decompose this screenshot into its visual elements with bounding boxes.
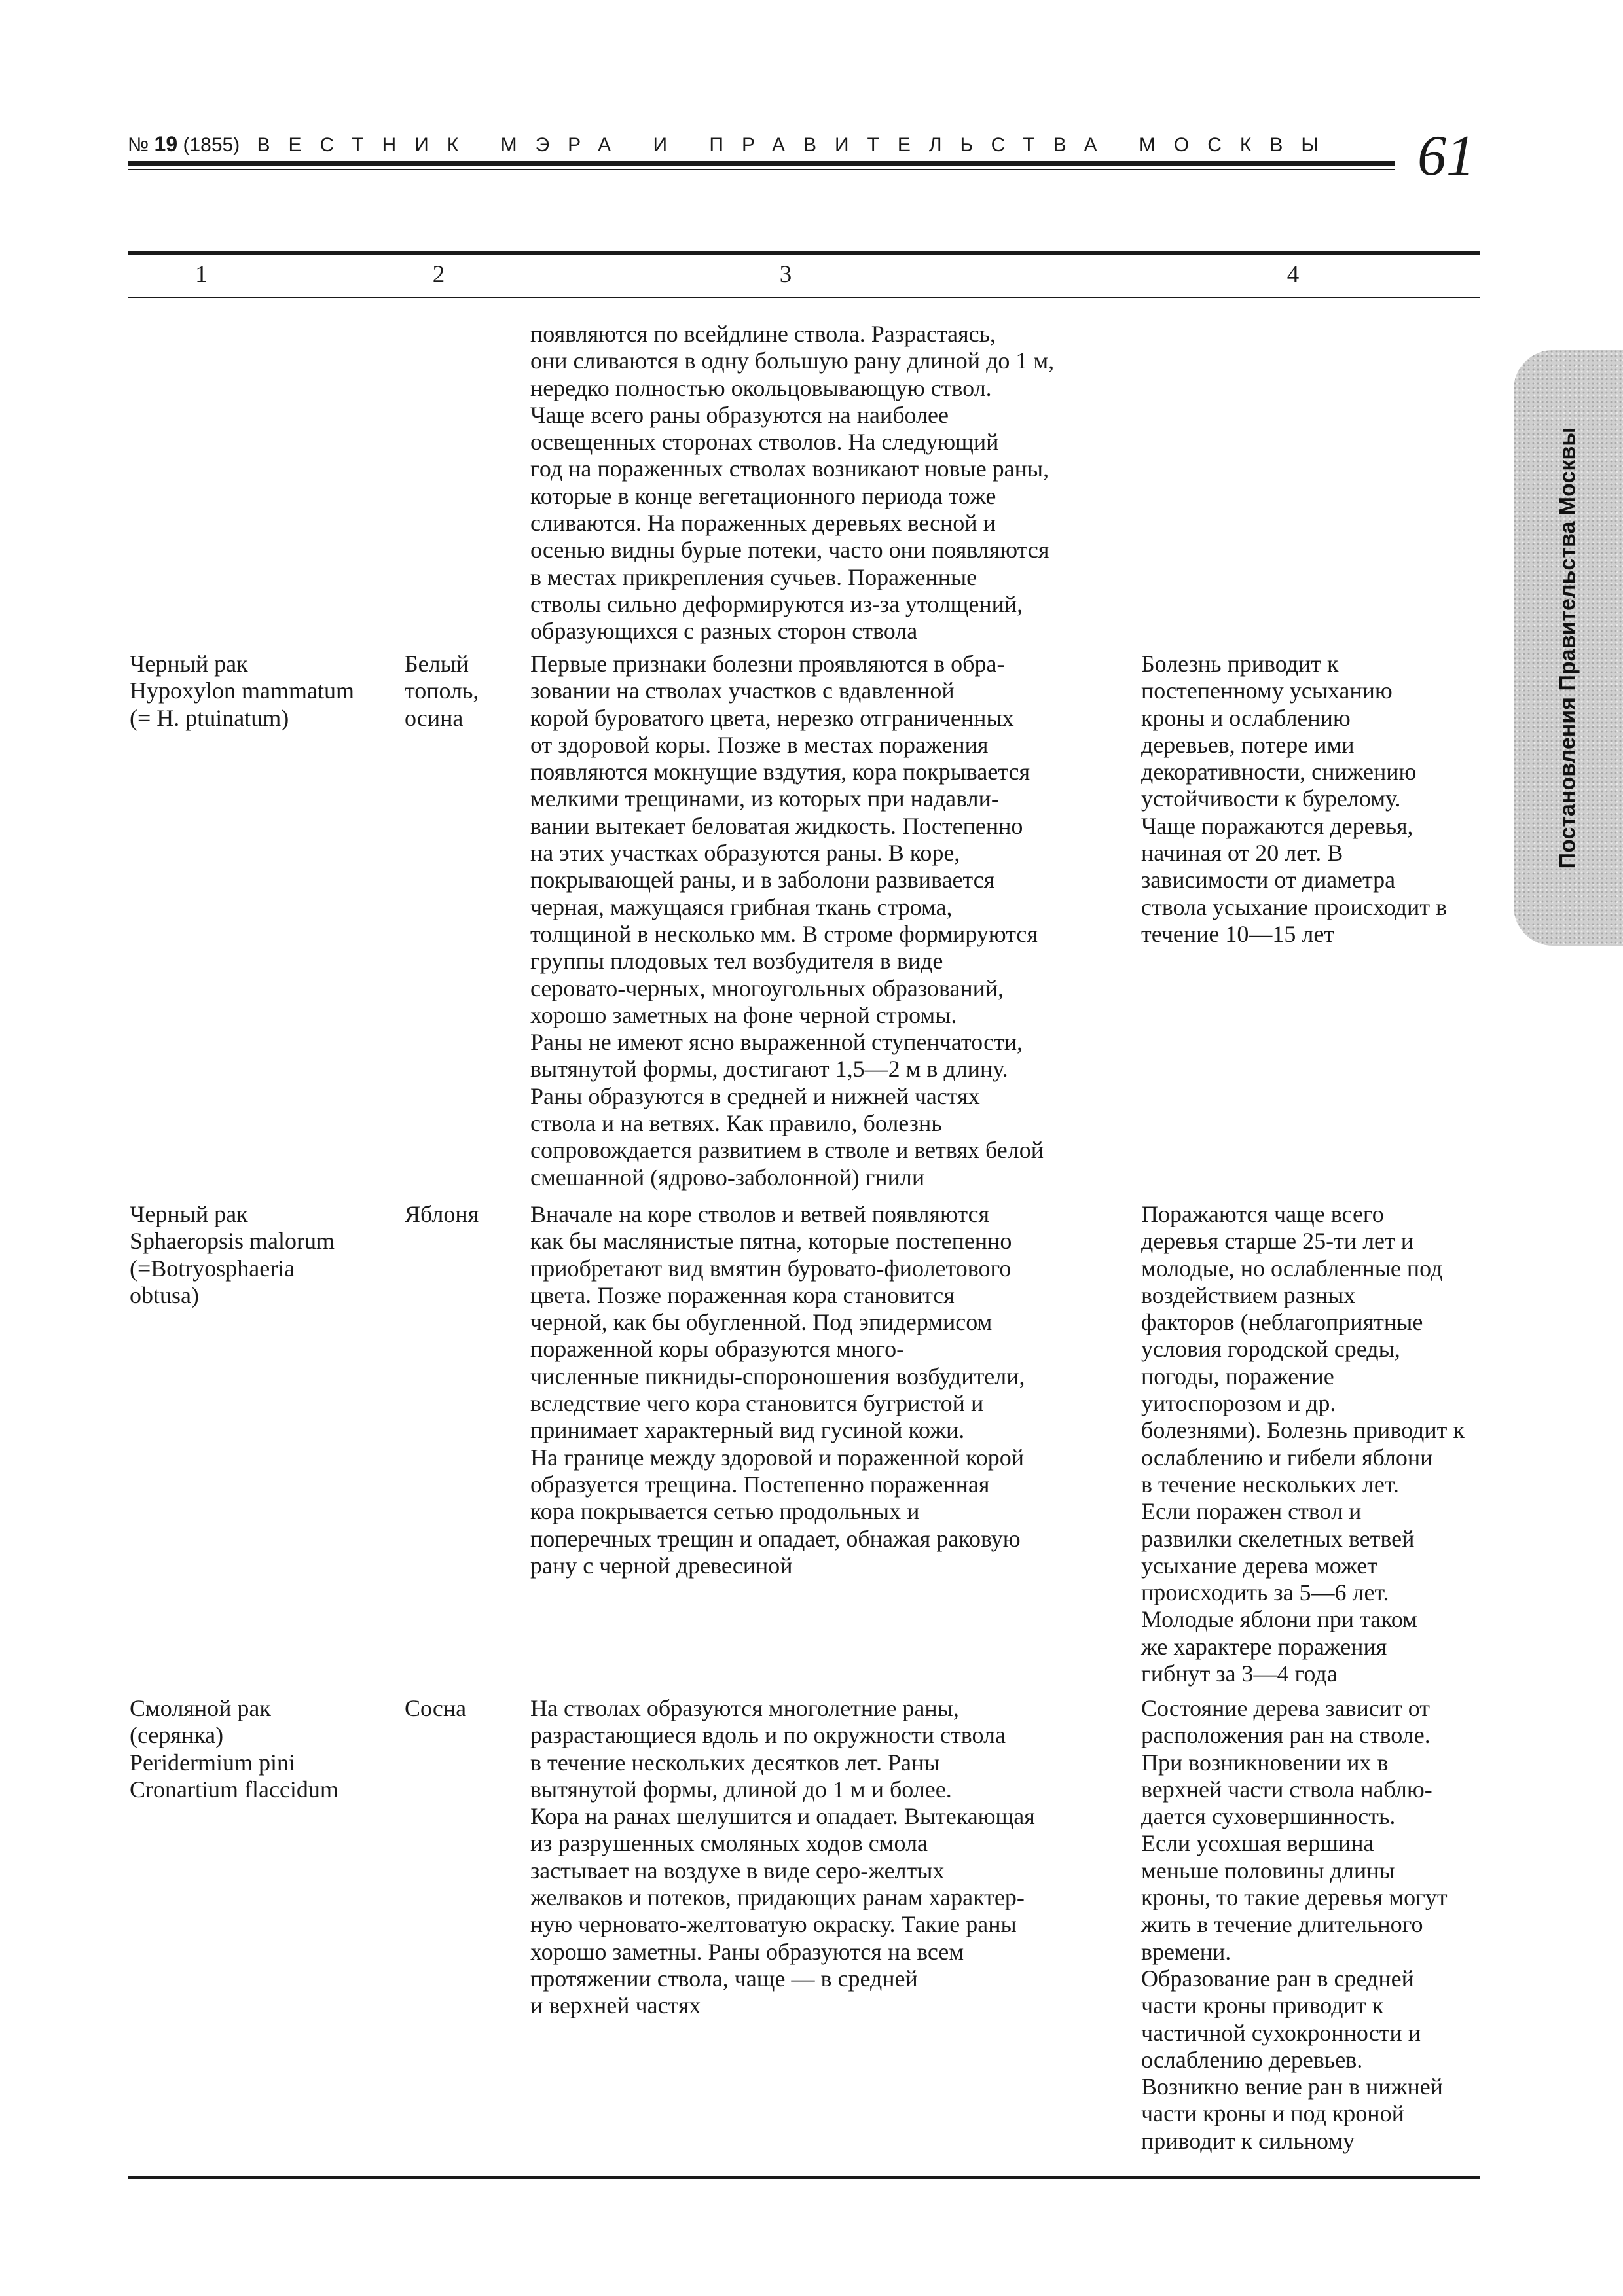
table-bottom-rule	[128, 2176, 1480, 2179]
table-row-1-disease: Черный рак Hypoxylon mammatum (= H. ptuinatum)	[130, 651, 354, 731]
issue-total: (1855)	[183, 134, 240, 156]
table-row-1-symptoms: Первые признаки болезни проявляются в обра- зовании на стволах участков с вдавленной корой буроватого цвета, нерезко отграниченных от здоровой коры. Позже в местах поражения появляются мокнущие вздутия, кора покрывается мелкими трещинами, из которых при надавли- вании вытекает беловатая жидкость. Постепенно на этих участках образуются раны. В коре, покрывающей раны, и в заболони развивается черная, мажущаяся грибная ткань строма, толщиной в несколько мм. В строме формируются группы плодовых тел возбудителя в виде серовато-черных, многоугольных образований, хорошо заметных на фоне черной стромы. Раны не имеют ясно выраженной ступенчатости, вытянутой формы, достигают 1,5—2 м в длину. Раны образуются в средней и нижней частях ствола и на ветвях. Как правило, болезнь сопровождается развитием в стволе и ветвях белой смешанной (ядрово-заболонной) гнили	[530, 651, 1044, 1191]
header-rule-thin	[128, 169, 1395, 170]
table-row-2-disease: Черный рак Sphaeropsis malorum (=Botryosphaeria obtusa)	[130, 1201, 335, 1308]
table-row-3-consequences: Состояние дерева зависит от расположения ран на стволе. При возникновении их в верхней части ствола наблю- дается суховершинность. Если усохшая вершина меньше половины длины кроны, то такие деревья могут жить в течение длительного времени. Образование ран в средней части кроны приводит к частичной сухокронности и ослаблению деревьев. Возникно вение ран в нижней части кроны и под кроной приводит к сильному	[1141, 1695, 1448, 2154]
table-row-1-consequences: Болезнь приводит к постепенному усыханию кроны и ослаблению деревьев, потере ими декоративности, снижению устойчивости к бурелому. Чаще поражаются деревья, начиная от 20 лет. В зависимости от диаметра ствола усыхание происходит в течение 10—15 лет	[1141, 651, 1448, 947]
header-rule-thick	[128, 161, 1395, 166]
page-number: 61	[1417, 124, 1475, 188]
table-row-1-host: Белый тополь, осина	[405, 651, 479, 731]
table-top-rule	[128, 251, 1480, 255]
table-row-2-symptoms: Вначале на коре стволов и ветвей появляются как бы маслянистые пятна, которые постепенно приобретают вид вмятин буровато-фиолетового цвета. Позже пораженная кора становится черной, как бы обугленной. Под эпидермисом пораженной коры образуются много- численные пикниды-спороношения возбудители, вследствие чего кора становится бугристой и принимает характерный вид гусиной кожи. На границе между здоровой и пораженной корой образуется трещина. Постепенно пораженная кора покрывается сетью продольных и поперечных трещин и опадает, обнажая раковую рану с черной древесиной	[530, 1201, 1025, 1579]
continuation-text: появляются по всейдлине ствола. Разрастаясь, они сливаются в одну большую рану длиной до 1 м, нередко полностью окольцовывающую ствол. Чаще всего раны образуются на наиболее освещенных сторонах стволов. На следующий год на пораженных стволах возникают новые раны, которые в конце вегетационного периода тоже сливаются. На пораженных деревьях весной и осенью видны бурые потеки, часто они появляются в местах прикрепления сучьев. Пораженные стволы сильно деформируются из-за утолщений, образующихся с разных сторон ствола	[530, 321, 1055, 645]
issue-number: 19	[154, 132, 178, 156]
column-number-3: 3	[779, 261, 792, 288]
column-number-2: 2	[432, 261, 445, 288]
column-number-1: 1	[195, 261, 208, 288]
table-row-3-host: Сосна	[405, 1695, 467, 1721]
column-number-4: 4	[1286, 261, 1300, 288]
journal-title: ВЕСТНИК МЭРА И ПРАВИТЕЛЬСТВА МОСКВЫ	[257, 134, 1337, 156]
table-row-3-disease: Смоляной рак (серянка) Peridermium pini Cronartium flaccidum	[130, 1695, 338, 1803]
table-row-2-host: Яблоня	[405, 1201, 479, 1227]
table-header-rule	[128, 297, 1480, 298]
running-header	[128, 132, 1337, 156]
issue-prefix: №	[128, 134, 149, 156]
table-row-2-consequences: Поражаются чаще всего деревья старше 25-ти лет и молодые, но ослабленные под воздействием разных факторов (неблагоприятные условия городской среды, погоды, поражение уитоспорозом и др. болезнями). Болезнь приводит к ослаблению и гибели яблони в течение нескольких лет. Если поражен ствол и развилки скелетных ветвей усыхание дерева может происходить за 5—6 лет. Молодые яблони при таком же характере поражения гибнут за 3—4 года	[1141, 1201, 1465, 1687]
section-side-tab-label: Постановления Правительства Москвы	[1555, 427, 1580, 869]
table-row-3-symptoms: На стволах образуются многолетние раны, разрастающиеся вдоль и по окружности ствола в течение нескольких десятков лет. Раны вытянутой формы, длиной до 1 м и более. Кора на ранах шелушится и опадает. Вытекающая из разрушенных смоляных ходов смола застывает на воздухе в виде серо-желтых желваков и потеков, придающих ранам характер- ную черновато-желтоватую окраску. Такие раны хорошо заметны. Раны образуются на всем протяжении ствола, чаще — в средней и верхней частях	[530, 1695, 1035, 2019]
